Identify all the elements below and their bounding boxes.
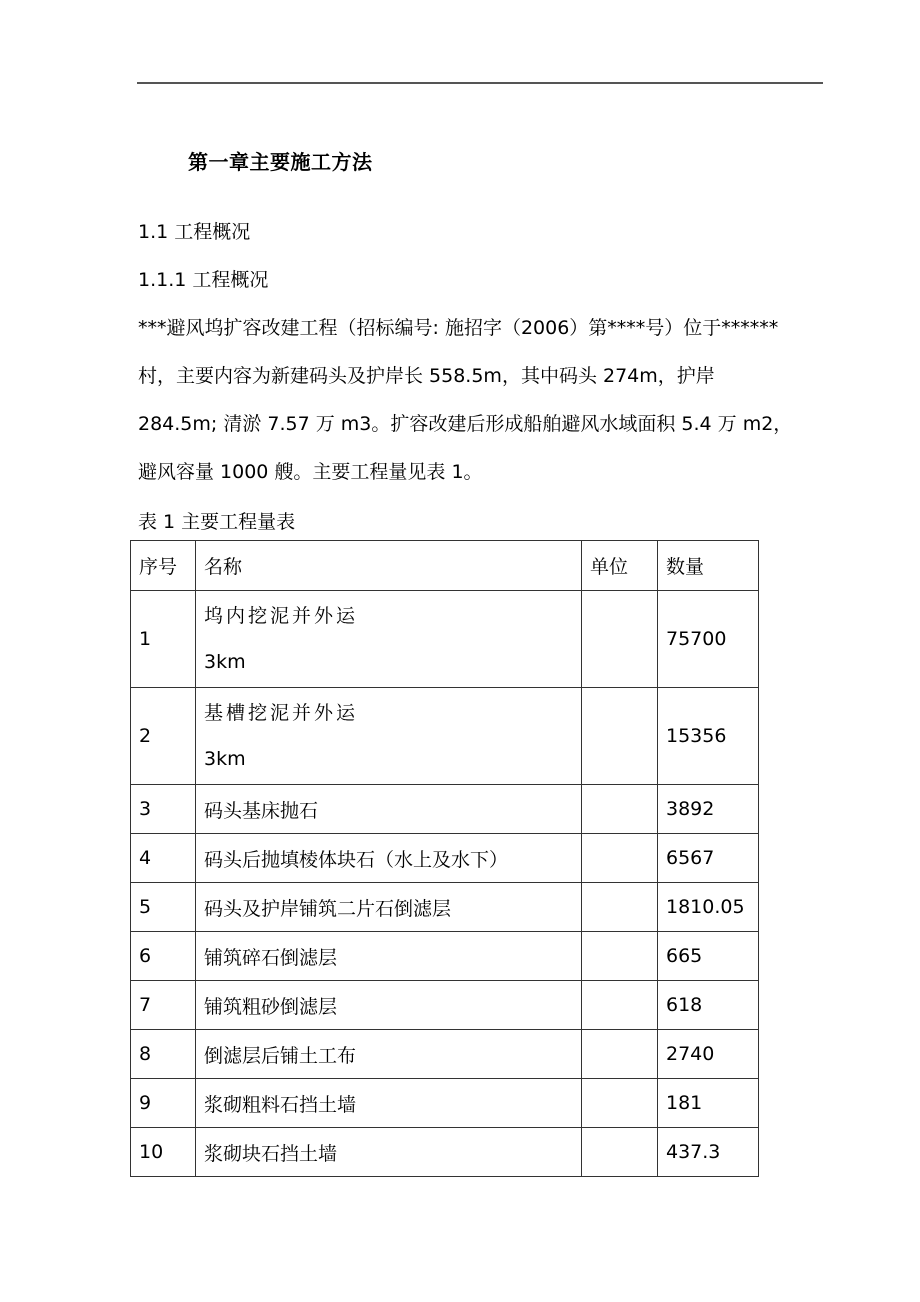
section-heading-1-1-1: 1.1.1 工程概况 [138,269,269,291]
cell-qty: 437.3 [658,1128,759,1177]
cell-unit [582,1128,658,1177]
table-row [131,591,759,688]
cell-name: 码头后抛填棱体块石（水上及水下） [196,834,582,883]
cell-no: 1 [131,591,196,688]
cell-qty: 75700 [658,591,759,688]
cell-qty: 618 [658,981,759,1030]
cell-name: 浆砌粗料石挡土墙 [196,1079,582,1128]
cell-qty: 15356 [658,688,759,785]
paragraph-line: 村，主要内容为新建码头及护岸长 558.5m，其中码头 274m，护岸 [138,365,715,387]
table-header-row [131,541,759,591]
header-qty: 数量 [658,541,759,591]
table-row [131,981,759,1030]
cell-unit [582,981,658,1030]
cell-qty: 181 [658,1079,759,1128]
cell-qty: 665 [658,932,759,981]
header-no: 序号 [131,541,196,591]
cell-name [196,591,582,688]
cell-name-line2: 3km [204,748,246,770]
cell-qty: 6567 [658,834,759,883]
page-header-rule [137,82,823,84]
paragraph-line: ***避风坞扩容改建工程（招标编号: 施招字（2006）第****号）位于****** [138,317,779,339]
cell-name: 浆砌块石挡土墙 [196,1128,582,1177]
cell-no: 10 [131,1128,196,1177]
table-row [131,688,759,785]
table-row [131,1030,759,1079]
cell-name-line1: 基槽挖泥并外运 [204,702,359,724]
cell-name: 码头及护岸铺筑二片石倒滤层 [196,883,582,932]
table-caption: 表 1 主要工程量表 [138,511,296,533]
table-row [131,883,759,932]
cell-no: 7 [131,981,196,1030]
cell-no: 9 [131,1079,196,1128]
header-name: 名称 [196,541,582,591]
table-row [131,785,759,834]
cell-unit [582,785,658,834]
section-heading-1-1: 1.1 工程概况 [138,221,251,243]
cell-name [196,688,582,785]
cell-name-line2: 3km [204,651,246,673]
paragraph-line: 284.5m; 清淤 7.57 万 m3。扩容改建后形成船舶避风水域面积 5.4 万 m2， [138,413,793,435]
cell-qty: 3892 [658,785,759,834]
cell-unit [582,834,658,883]
cell-unit [582,688,658,785]
cell-name: 铺筑粗砂倒滤层 [196,981,582,1030]
cell-name-line1: 坞内挖泥并外运 [204,605,359,627]
table-row [131,1079,759,1128]
cell-no: 3 [131,785,196,834]
cell-no: 4 [131,834,196,883]
cell-unit [582,883,658,932]
cell-unit [582,591,658,688]
table-row [131,834,759,883]
cell-name: 倒滤层后铺土工布 [196,1030,582,1079]
header-unit: 单位 [582,541,658,591]
cell-qty: 2740 [658,1030,759,1079]
cell-no: 2 [131,688,196,785]
cell-no: 5 [131,883,196,932]
cell-qty: 1810.05 [658,883,759,932]
cell-unit [582,1030,658,1079]
paragraph-line: 避风容量 1000 艘。主要工程量见表 1。 [138,461,483,483]
table-row [131,1128,759,1177]
cell-name: 铺筑碎石倒滤层 [196,932,582,981]
cell-no: 6 [131,932,196,981]
cell-no: 8 [131,1030,196,1079]
quantities-table [130,540,759,1177]
cell-unit [582,932,658,981]
cell-unit [582,1079,658,1128]
chapter-title: 第一章主要施工方法 [188,150,373,174]
table-row [131,932,759,981]
cell-name: 码头基床抛石 [196,785,582,834]
